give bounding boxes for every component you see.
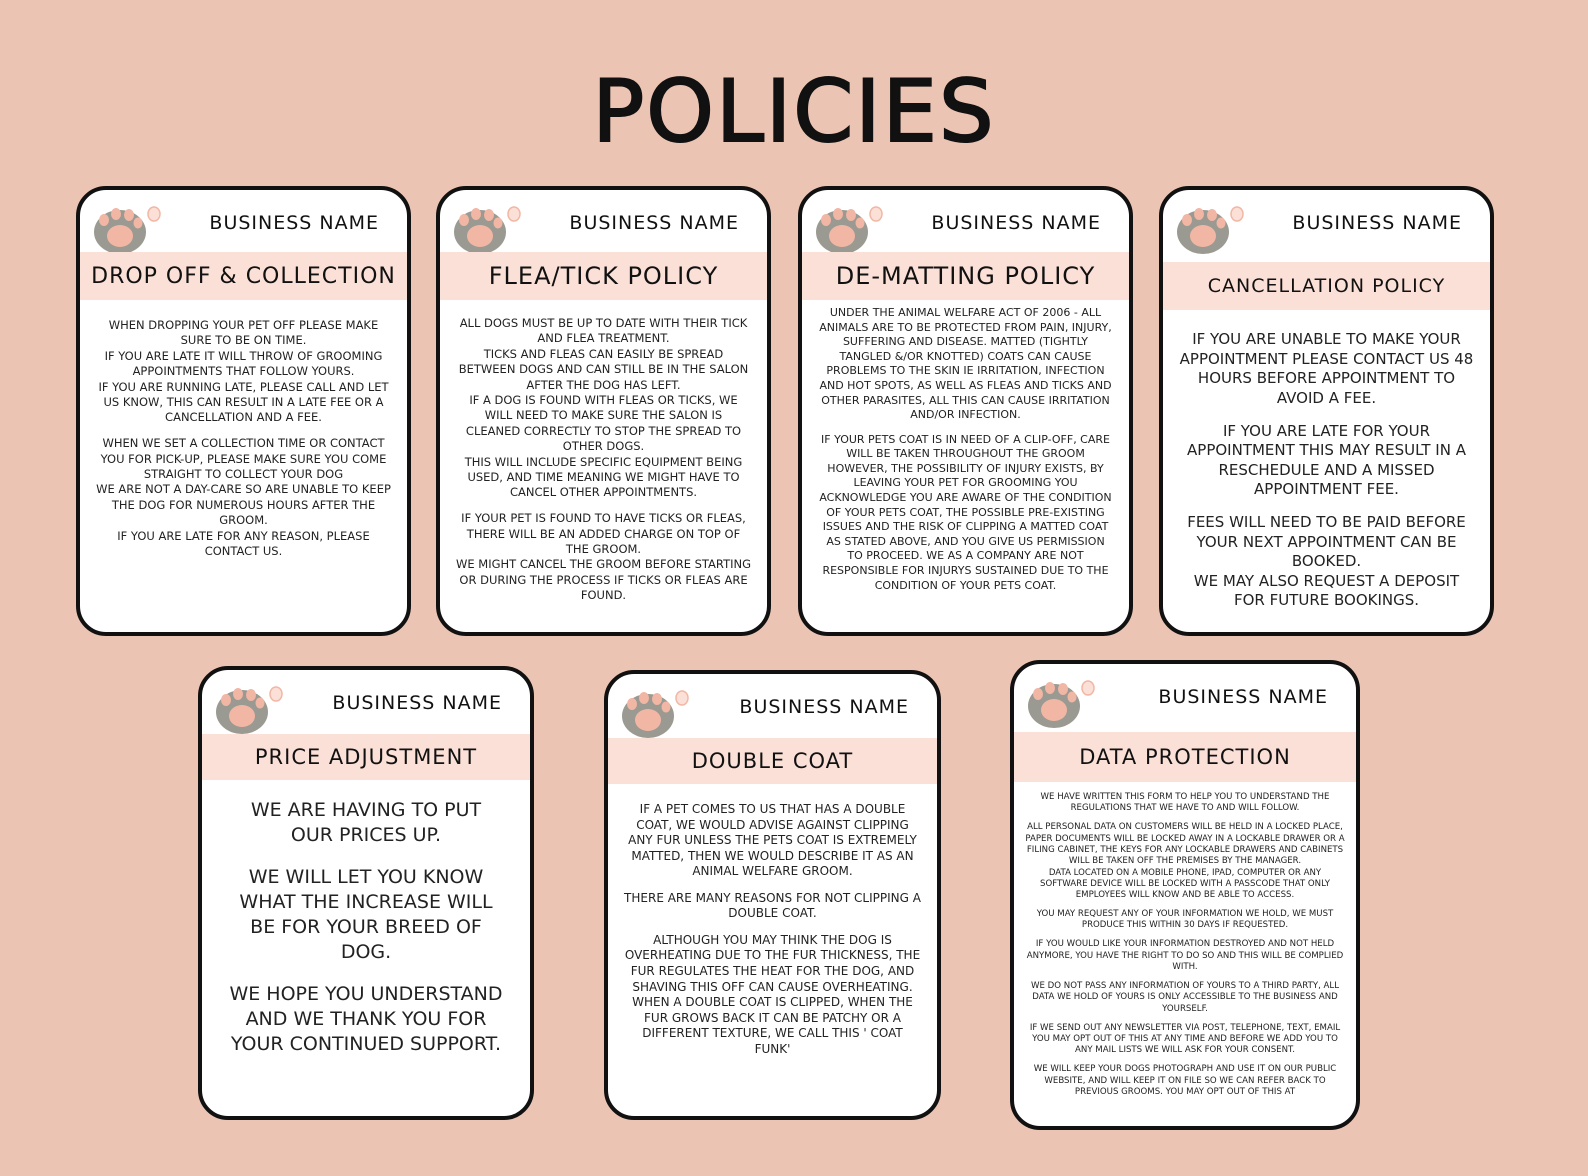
policy-paragraph: IF YOU ARE LATE FOR YOUR APPOINTMENT THIS MAY RESULT IN A RESCHEDULE AND A MISSED APPOINTMENT FEE. [1187, 421, 1466, 498]
paw-print-icon [444, 192, 524, 256]
policy-card-data-protection [1010, 660, 1360, 1130]
policy-paragraph: IF YOU ARE RUNNING LATE, PLEASE CALL AND LET US KNOW, THIS CAN RESULT IN A LATE FEE OR A CANCELLATION AND A FEE. [98, 379, 389, 425]
policy-body [818, 306, 1113, 593]
policy-body [96, 318, 391, 559]
policy-card-de-matting [798, 186, 1133, 636]
policy-paragraph: IF YOUR PET IS FOUND TO HAVE TICKS OR FLEAS, THERE WILL BE AN ADDED CHARGE ON TOP OF THE GROOM. [461, 511, 746, 557]
policy-paragraph: WE ARE HAVING TO PUT OUR PRICES UP. [250, 799, 482, 846]
policy-paragraph: IF YOU ARE UNABLE TO MAKE YOUR APPOINTMENT PLEASE CONTACT US 48 HOURS BEFORE APPOINTMENT TO AVOID A FEE. [1179, 330, 1474, 407]
policy-paragraph: WE WILL LET YOU KNOW WHAT THE INCREASE WILL BE FOR YOUR BREED OF DOG. [239, 866, 493, 964]
paragraph-spacer [228, 965, 504, 982]
policy-paragraph: IF YOUR PETS COAT IS IN NEED OF A CLIP-OFF, CARE WILL BE TAKEN THROUGHOUT THE GROOM HOWEVER, THE POSSIBILITY OF INJURY EXISTS, BY LEAVING YOUR PET FOR GROOMING YOU ACKNOWLEDGE YOU ARE AWARE OF THE CONDITION OF YOUR PETS COAT, THE POSSIBLE PRE-EXISTING ISSUES AND THE RISK OF CLIPPING A MATTED COAT AS STATED ABOVE, AND YOU GIVE US PERMISSION TO PROCEED. WE AS A COMPANY ARE NOT RESPONSIBLE FOR INJURYS SUSTAINED DUE TO THE CONDITION OF YOUR PETS COAT. [819, 432, 1112, 592]
policy-card-drop-off [76, 186, 411, 636]
policy-heading: DROP OFF & COLLECTION [80, 252, 407, 300]
policy-paragraph: WE DO NOT PASS ANY INFORMATION OF YOURS TO A THIRD PARTY, ALL DATA WE HOLD OF YOURS IS ONLY ACCESSIBLE TO THE BUSINESS AND YOURSELF. [1031, 981, 1339, 1014]
policy-paragraph: WE ARE NOT A DAY-CARE SO ARE UNABLE TO KEEP THE DOG FOR NUMEROUS HOURS AFTER THE GROOM. [96, 482, 391, 528]
policy-paragraph: IF YOU ARE LATE IT WILL THROW OF GROOMING APPOINTMENTS THAT FOLLOW YOURS. [104, 348, 383, 379]
business-name: BUSINESS NAME [569, 212, 739, 234]
policy-heading: FLEA/TICK POLICY [440, 252, 767, 300]
business-name: BUSINESS NAME [1292, 212, 1462, 234]
business-name: BUSINESS NAME [209, 212, 379, 234]
policy-card-flea-tick [436, 186, 771, 636]
policy-card-cancellation [1159, 186, 1494, 636]
policy-body [456, 316, 751, 604]
policy-paragraph: THIS WILL INCLUDE SPECIFIC EQUIPMENT BEING USED, AND TIME MEANING WE MIGHT HAVE TO CANCEL OTHER APPOINTMENTS. [464, 454, 743, 500]
paragraph-spacer [1024, 901, 1346, 909]
policy-heading: CANCELLATION POLICY [1163, 262, 1490, 310]
policy-paragraph: ALL PERSONAL DATA ON CUSTOMERS WILL BE HELD IN A LOCKED PLACE, PAPER DOCUMENTS WILL BE LOCKED AWAY IN A LOCKABLE DRAWER OR A FILING CABINET, THE KEYS FOR ANY LOCKABLE DRAWERS AND CABINETS WILL BE TAKEN OFF THE PREMISES BY THE MANAGER. [1025, 822, 1345, 867]
policy-paragraph: WHEN DROPPING YOUR PET OFF PLEASE MAKE SURE TO BE ON TIME. [108, 318, 379, 348]
paw-print-icon [1018, 666, 1098, 730]
paw-print-icon [84, 192, 164, 256]
paragraph-spacer [1024, 1057, 1346, 1065]
paw-print-icon [612, 676, 692, 740]
policy-paragraph: WE HAVE WRITTEN THIS FORM TO HELP YOU TO UNDERSTAND THE REGULATIONS THAT WE HAVE TO AND WILL FOLLOW. [1040, 792, 1330, 814]
policy-paragraph: IF YOU WOULD LIKE YOUR INFORMATION DESTROYED AND NOT HELD ANYMORE, YOU HAVE THE RIGHT TO DO SO AND THIS WILL BE COMPLIED WITH. [1026, 939, 1344, 973]
paw-print-icon [806, 192, 886, 256]
policy-body [1179, 330, 1474, 611]
paragraph-spacer [228, 848, 504, 865]
policy-paragraph: WHEN A DOUBLE COAT IS CLIPPED, WHEN THE FUR GROWS BACK IT CAN BE PATCHY OR A DIFFERENT TEXTURE, WE CALL THIS ' COAT FUNK' [632, 995, 913, 1056]
paragraph-spacer [1179, 500, 1474, 514]
paragraph-spacer [1024, 815, 1346, 823]
policy-paragraph: DATA LOCATED ON A MOBILE PHONE, IPAD, COMPUTER OR ANY SOFTWARE DEVICE WILL BE LOCKED WITH A PASSCODE THAT ONLY EMPLOYEES WILL KNOW AND BE ABLE TO ACCESS. [1039, 867, 1331, 901]
policy-paragraph: IF YOU ARE LATE FOR ANY REASON, PLEASE CONTACT US. [117, 528, 370, 559]
business-name: BUSINESS NAME [332, 692, 502, 714]
policy-paragraph: ALL DOGS MUST BE UP TO DATE WITH THEIR TICK AND FLEA TREATMENT. [459, 316, 748, 346]
business-name: BUSINESS NAME [931, 212, 1101, 234]
page-title: POLICIES [592, 62, 996, 162]
paragraph-spacer [1179, 408, 1474, 422]
policy-card-price-adjustment [198, 666, 534, 1120]
paragraph-spacer [1024, 932, 1346, 940]
paragraph-spacer [96, 426, 391, 436]
paragraph-spacer [624, 922, 921, 933]
policy-paragraph: WE WILL KEEP YOUR DOGS PHOTOGRAPH AND USE IT ON OUR PUBLIC WEBSITE, AND WILL KEEP IT ON FILE SO WE CAN REFER BACK TO PREVIOUS GROOMS. YOU MAY OPT OUT OF THIS AT [1033, 1064, 1337, 1097]
policy-paragraph: IF A PET COMES TO US THAT HAS A DOUBLE COAT, WE WOULD ADVISE AGAINST CLIPPING ANY FUR UNLESS THE PETS COAT IS EXTREMELY MATTED, THEN WE WOULD DESCRIBE IT AS AN ANIMAL WELFARE GROOM. [628, 802, 917, 879]
policy-paragraph: IF A DOG IS FOUND WITH FLEAS OR TICKS, WE WILL NEED TO MAKE SURE THE SALON IS CLEANED CORRECTLY TO STOP THE SPREAD TO OTHER DOGS. [465, 393, 742, 454]
policy-body [624, 802, 921, 1058]
business-name: BUSINESS NAME [739, 696, 909, 718]
paragraph-spacer [456, 501, 751, 511]
business-name: BUSINESS NAME [1158, 686, 1328, 708]
paragraph-spacer [1024, 973, 1346, 981]
policy-paragraph: UNDER THE ANIMAL WELFARE ACT OF 2006 - ALL ANIMALS ARE TO BE PROTECTED FROM PAIN, INJURY, SUFFERING AND DISEASE. MATTED (TIGHTLY TANGLED &/OR KNOTTED) COATS CAN CAUSE PROBLEMS TO THE SKIN IE IRRITATION, INFECTION AND HOT SPOTS, AS WELL AS FLEAS AND TICKS AND OTHER PARASITES, ALL THIS CAN CAUSE IRRITATION AND/OR INFECTION. [819, 306, 1112, 422]
policy-heading: DATA PROTECTION [1014, 732, 1356, 782]
policy-card-double-coat [604, 670, 941, 1120]
policy-body [228, 798, 504, 1057]
policy-paragraph: WE MAY ALSO REQUEST A DEPOSIT FOR FUTURE BOOKINGS. [1193, 571, 1460, 609]
policy-paragraph: YOU MAY REQUEST ANY OF YOUR INFORMATION WE HOLD, WE MUST PRODUCE THIS WITHIN 30 DAYS IF REQUESTED. [1036, 909, 1334, 931]
policy-paragraph: WE MIGHT CANCEL THE GROOM BEFORE STARTING OR DURING THE PROCESS IF TICKS OR FLEAS ARE FOUND. [456, 557, 751, 603]
policy-heading: PRICE ADJUSTMENT [202, 734, 530, 780]
policy-heading: DE-MATTING POLICY [802, 252, 1129, 300]
policy-heading: DOUBLE COAT [608, 738, 937, 784]
policy-body [1024, 792, 1346, 1098]
policy-paragraph: TICKS AND FLEAS CAN EASILY BE SPREAD BETWEEN DOGS AND CAN STILL BE IN THE SALON AFTER THE DOG HAS LEFT. [458, 346, 749, 392]
paw-print-icon [206, 672, 286, 736]
paragraph-spacer [1024, 1015, 1346, 1023]
policy-paragraph: IF WE SEND OUT ANY NEWSLETTER VIA POST, TELEPHONE, TEXT, EMAIL YOU MAY OPT OUT OF THIS AT ANY TIME AND BEFORE WE ADD YOU TO ANY MAIL LISTS WE WILL ASK FOR YOUR CONSENT. [1029, 1022, 1341, 1056]
paragraph-spacer [624, 880, 921, 891]
policy-paragraph: WE HOPE YOU UNDERSTAND AND WE THANK YOU FOR YOUR CONTINUED SUPPORT. [229, 983, 503, 1056]
policy-paragraph: FEES WILL NEED TO BE PAID BEFORE YOUR NEXT APPOINTMENT CAN BE BOOKED. [1187, 513, 1466, 570]
paragraph-spacer [818, 423, 1113, 433]
policy-paragraph: WHEN WE SET A COLLECTION TIME OR CONTACT YOU FOR PICK-UP, PLEASE MAKE SURE YOU COME STRAIGHT TO COLLECT YOUR DOG [100, 436, 387, 481]
policy-paragraph: THERE ARE MANY REASONS FOR NOT CLIPPING A DOUBLE COAT. [624, 890, 921, 921]
policy-paragraph: ALTHOUGH YOU MAY THINK THE DOG IS OVERHEATING DUE TO THE FUR THICKNESS, THE FUR REGULATES THE HEAT FOR THE DOG, AND SHAVING THIS OFF CAN CAUSE OVERHEATING. [624, 932, 921, 994]
paw-print-icon [1167, 192, 1247, 256]
